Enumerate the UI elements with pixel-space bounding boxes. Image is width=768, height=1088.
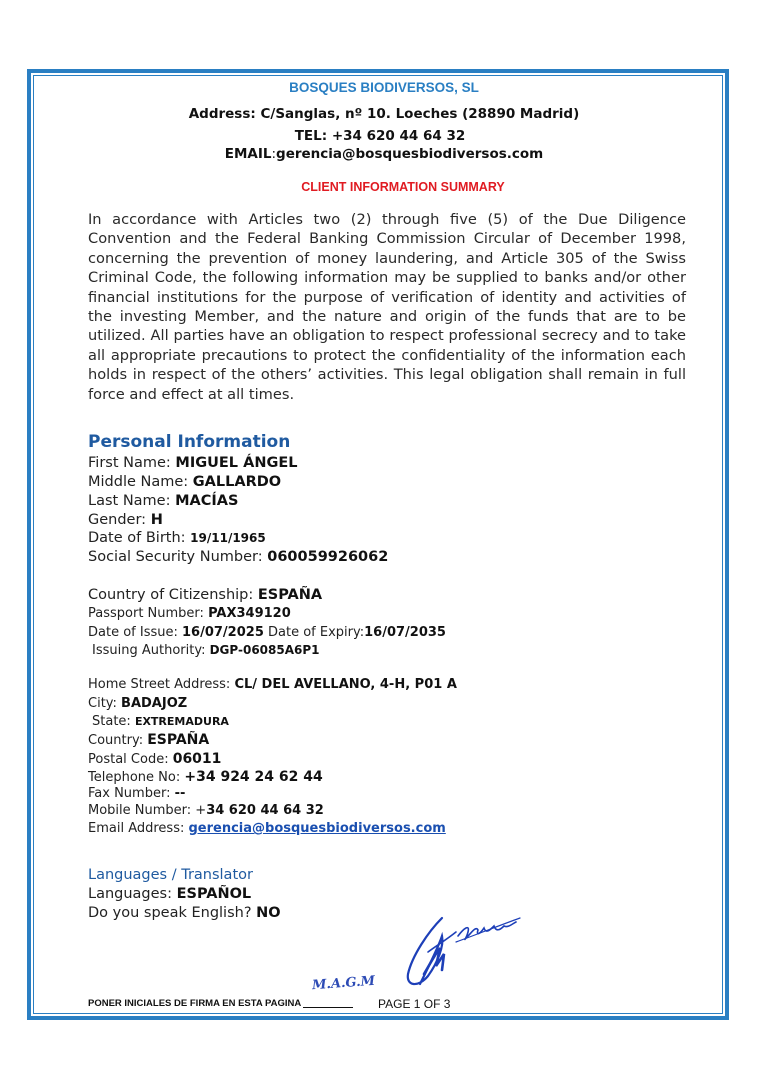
city-value: BADAJOZ — [121, 696, 188, 711]
authority-row — [92, 643, 320, 658]
citizenship-value: ESPAÑA — [257, 587, 323, 603]
first-name-row — [88, 455, 298, 471]
company-tel: TEL: +34 620 44 64 32 — [294, 128, 466, 144]
state-value: EXTREMADURA — [134, 715, 229, 728]
languages-label: Languages: — [88, 886, 177, 902]
footer-initials-label: PONER INICIALES DE FIRMA EN ESTA PAGINA — [88, 998, 302, 1009]
fax-value: -- — [174, 786, 186, 801]
fax-row — [88, 786, 185, 801]
country-value: ESPAÑA — [147, 732, 210, 748]
postal-value: 06011 — [172, 751, 222, 767]
expiry-label: Date of Expiry: — [263, 625, 365, 640]
last-name-row — [88, 493, 238, 509]
english-label: Do you speak English? — [88, 905, 257, 921]
fax-label: Fax Number: — [88, 786, 175, 801]
handwritten-initials: M.A.G.M — [311, 973, 376, 994]
company-address: Address: C/Sanglas, nº 10. Loeches (28890 Madrid) — [188, 106, 580, 122]
postal-label: Postal Code: — [88, 752, 173, 767]
last-name-label: Last Name: — [88, 493, 176, 509]
citizenship-label: Country of Citizenship: — [88, 587, 258, 603]
authority-label: Issuing Authority: — [92, 643, 210, 658]
gender-row — [88, 512, 163, 528]
passport-label: Passport Number: — [88, 606, 209, 621]
intro-paragraph: In accordance with Articles two (2) through five (5) of the Due Diligence Convention and the Federal Banking Commission Circular of December 1998, concerning the prevention of money laundering, and Article 305 of the Swiss Criminal Code, the following information may be supplied to banks and/or other financial institutions for the purpose of verification of identity and activities of the investing Member, and the nature and origin of the funds that are to be utilized. All parties have an obligation to respect professional secrecy and to take all appropriate precautions to protect the confidentiality of the information each holds in respect of the others’ activities. This legal obligation shall remain in full force and effect at all times. — [88, 211, 686, 403]
languages-value: ESPAÑOL — [176, 886, 252, 902]
first-name-label: First Name: — [88, 455, 176, 471]
middle-name-label: Middle Name: — [88, 474, 193, 490]
issue-value: 16/07/2025 — [182, 625, 264, 640]
english-row — [88, 905, 281, 921]
issue-expiry-row — [88, 625, 446, 640]
phone-row — [88, 769, 323, 785]
mobile-row — [88, 803, 324, 818]
authority-value: DGP-06085A6P1 — [209, 643, 320, 657]
languages-title: Languages / Translator — [88, 867, 253, 883]
company-email-label: EMAIL — [224, 146, 272, 162]
ssn-label: Social Security Number: — [88, 549, 268, 565]
street-label: Home Street Address: — [88, 677, 235, 692]
gender-value: H — [150, 512, 163, 528]
middle-name-row — [88, 474, 281, 490]
company-name: BOSQUES BIODIVERSOS, SL — [289, 80, 479, 95]
passport-row — [88, 606, 291, 621]
state-row — [92, 714, 229, 729]
citizenship-row — [88, 587, 322, 603]
signature-image — [398, 912, 530, 994]
email-label: Email Address: — [88, 821, 189, 836]
email-link[interactable]: gerencia@bosquesbiodiversos.com — [188, 821, 446, 836]
state-label: State: — [92, 714, 135, 729]
street-value: CL/ DEL AVELLANO, 4-H, P01 A — [234, 677, 457, 692]
dob-value: 19/11/1965 — [190, 531, 266, 545]
street-row — [88, 677, 457, 692]
gender-label: Gender: — [88, 512, 151, 528]
summary-title: CLIENT INFORMATION SUMMARY — [301, 180, 505, 194]
country-row — [88, 732, 209, 748]
expiry-value: 16/07/2035 — [364, 625, 446, 640]
footer-initials-row — [88, 998, 353, 1009]
english-value: NO — [256, 905, 281, 921]
email-row — [88, 821, 446, 836]
dob-row — [88, 530, 266, 546]
country-label: Country: — [88, 733, 148, 748]
ssn-row — [88, 549, 388, 565]
personal-info-title: Personal Information — [88, 432, 291, 452]
company-email: gerencia@bosquesbiodiversos.com — [276, 146, 544, 162]
phone-label: Telephone No: — [88, 770, 185, 785]
ssn-value: 060059926062 — [267, 549, 389, 565]
passport-value: PAX349120 — [208, 606, 291, 621]
first-name-value: MIGUEL ÁNGEL — [175, 455, 298, 471]
city-row — [88, 696, 187, 711]
mobile-value: 34 620 44 64 32 — [206, 803, 324, 818]
phone-value: +34 924 24 62 44 — [184, 769, 323, 785]
mobile-label: Mobile Number: + — [88, 803, 207, 818]
last-name-value: MACÍAS — [175, 493, 239, 509]
city-label: City: — [88, 696, 122, 711]
dob-label: Date of Birth: — [88, 530, 191, 546]
postal-row — [88, 751, 221, 767]
company-email-line — [0, 146, 768, 162]
company-email-separator: : — [271, 146, 277, 162]
initials-underline — [303, 1007, 353, 1008]
middle-name-value: GALLARDO — [192, 474, 282, 490]
languages-row — [88, 886, 251, 902]
footer-page-number: PAGE 1 OF 3 — [378, 997, 451, 1011]
issue-label: Date of Issue: — [88, 625, 182, 640]
